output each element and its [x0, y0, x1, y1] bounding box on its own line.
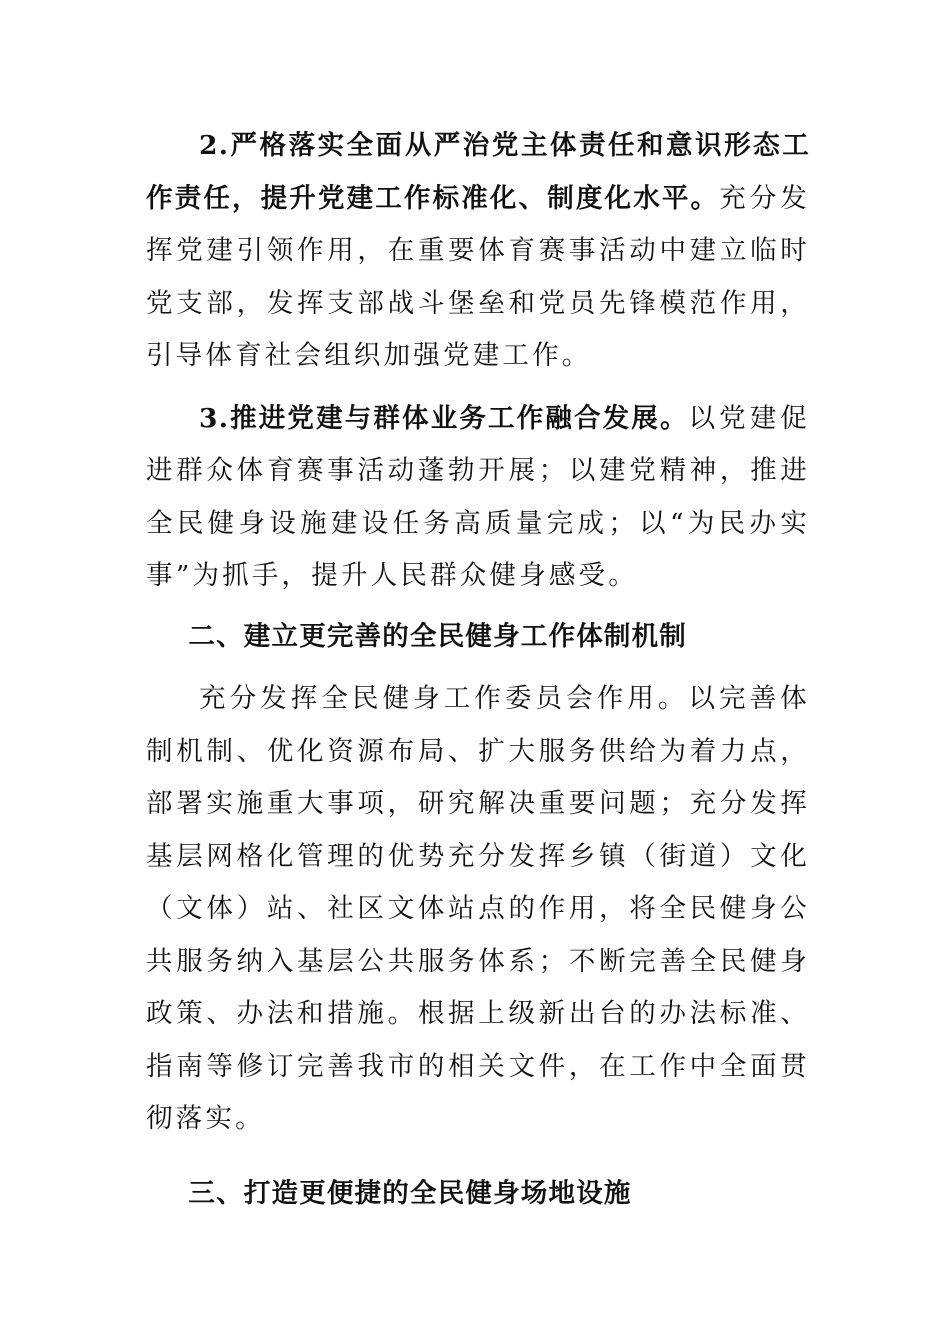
paragraph-lead: 3.推进党建与群体业务工作融合发展。 [199, 402, 689, 434]
paragraph-party-integration [146, 393, 810, 603]
paragraph-body: 以党建促进群众体育赛事活动蓬勃开展；以建党精神，推进全民健身设施建设任务高质量完成；以“为民办实事”为抓手，提升人民群众健身感受。 [146, 402, 810, 591]
paragraph-lead: 2.严格落实全面从严治党主体责任和意识形态工作责任，提升党建工作标准化、制度化水平。 [146, 130, 810, 214]
paragraph-party-responsibility [146, 120, 810, 383]
section-heading-3: 三、打造更便捷的全民健身场地设施 [188, 1177, 632, 1209]
section-heading-2: 二、建立更完善的全民健身工作体制机制 [188, 620, 687, 652]
document-page [146, 120, 810, 1220]
section-2-body: 充分发挥全民健身工作委员会作用。以完善体制机制、优化资源布局、扩大服务供给为着力点，部署实施重大事项，研究解决重要问题；充分发挥基层网格化管理的优势充分发挥乡镇（街道）文化（文体）站、社区文体站点的作用，将全民健身公共服务纳入基层公共服务体系；不断完善全民健身政策、办法和措施。根据上级新出台的办法标准、指南等修订完善我市的相关文件，在工作中全面贯彻落实。 [146, 683, 810, 1134]
paragraph-body: 充分发挥党建引领作用，在重要体育赛事活动中建立临时党支部，发挥支部战斗堡垒和党员先锋模范作用，引导体育社会组织加强党建工作。 [146, 182, 811, 371]
